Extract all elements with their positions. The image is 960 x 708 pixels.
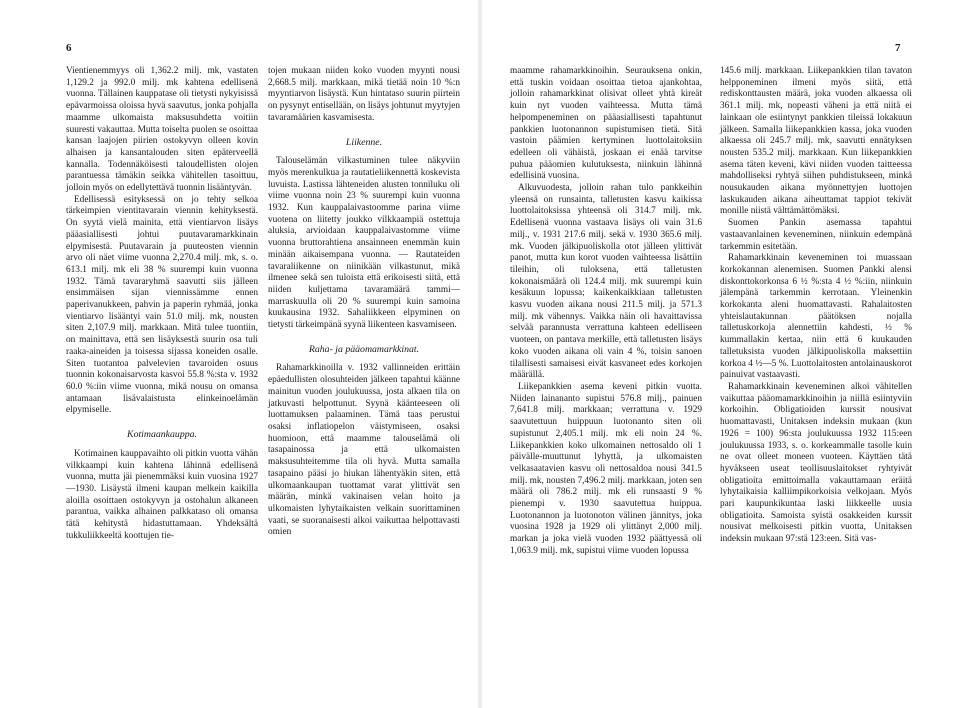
paragraph: Rahamarkkinain keveneminen alkoi vähitellen vaikuttaa pääomamarkkinoihin ja niillä esiintyviin korkoihin. Obligatioiden kurssit nousivat huomattavasti, Unitaksen indeksin mukaan (kun 1926 = 100) 96:sta joulukuussa 1932 115:een joulukuussa 1933, s. o. korkeammalle tasolle kuin ne ovat olleet moneen vuoteen. Käyttäen tätä hyväkseen useat teollisuuslaitokset ryhtyivät obligatioita emittoimalla vakauttamaan eräitä lyhytaikaisia kalliimpikorkoisia velkojaan. Myös pari kaupunkikuntaa laski liikkeelle uusia obligatioita. Samoista syistä osakkeiden kurssit nousivat melkoisesti pitkin vuotta, Unitaksen indeksin mukaan 97:stä 123:een. Sitä vas- <box>720 381 912 545</box>
text-column-3 <box>510 66 702 558</box>
section-heading: Kotimaankauppa. <box>127 429 197 441</box>
paragraph: Alkuvuodesta, jolloin rahan tulo pankkeihin yleensä on runsainta, talletusten kasvu kaikissa luottolaitoksissa yhteensä oli 314.7 milj. mk. Edellisenä vuonna vastaava lisäys oli vain 31.6 milj., v. 1931 217.6 milj. sekä v. 1930 365.6 milj. mk. Vuoden jälkipuoliskolla otot jälleen ylittivät panot, mutta kun korot vuoden vaihteessa lisättiin tileihin, oli tuloksena, että talletusten kokonaismäärä oli 124.4 milj. mk suurempi kuin kesäkuun lopussa; kaikenkaikkiaan talletusten kasvu vuoden aikana nousi 211.5 milj. ja 571.3 milj. mk vähennys. Vaikka näin oli havaittavissa selvää parannusta verrattuna kahteen edelliseen vuoteen, on pantava merkille, että talletusten lisäys koko vuoden aikana oli vain 4 %, toisin sanoen tilallisesti samaisesi eivät kasvaneet edes korkojen määrällä. <box>510 183 702 381</box>
text-column-2 <box>268 66 460 539</box>
section-heading: Raha- ja pääomamarkkinat. <box>308 343 420 355</box>
paragraph: maamme rahamarkkinoihin. Seurauksena onkin, että tuskin voidaan osoittaa tietoa ajankohtaa, jolloin rahamarkkinat olisivat olleet yhtä kireät kuin nyt vuoden vaihteessa. Mutta tämä helpompeneminen on pääasiallisesti tapahtunut pankkien luotonannon supistumisen tietä. Sitä vastoin päämien kertyminen luottolaitoksiin edelleen oli vähäistä, joskaan ei enää tarvitse puhua pääomien kulutuksesta, niinkuin lähinnä edellisinä vuosina. <box>510 66 702 182</box>
paragraph: Rahamarkkinoilla v. 1932 vallinneiden erittäin epäedullisten olosuhteiden jälkeen tapahtui käänne mainitun vuoden joulukuussa, josta alkaen tila on jatkuvasti helpottunut. Syynä käänteeseen oli luottamuksen palaaminen. Tämä taas perustui osaksi inflatiopelon väistymiseen, osaksi huomioon, että maamme talouselämä oli tasapainossa ja että ulkomaisten maksusuhteitemme tila oli hyvä. Mutta samalla tasapaino pääsi jo hiukan lähentyäkin siten, että ulkomaankaupan tuottamat varat ylittivät sen määrän, minkä vakinaisen velan hoito ja ulkomaisten lyhytaikaisten velkain suorittaminen vaati, se suoranaisesti alkoi vaikuttaa helpottavasti omien <box>268 363 460 538</box>
paragraph: Talouselämän vilkastuminen tulee näkyviin myös merenkulkua ja rautatieliikennettä koskevista luvuista. Lastissa lähteneiden alusten tonniluku oli viime vuonna noin 23 % suurempi kuin vuonna 1932. Kun kauppalaivastoomme parina viime vuotena on liitetty joukko vilkkaampiä ostettuja aluksia, arvioidaan kauppalaivastomme viime vuonna bruttorahtiena ansainneen enemmän kuin minään aikaisempana vuonna. — Rautateiden tavaraliikenne on niinikään vilkastunut, mikä ilmenee sekä sen tuloista että erikoisesti siitä, että niiden kuljettama tavaramäärä tammi—marraskuulla oli 20 % suurempi kuin samoina kuukausina 1932. Sahaliikkeen elpyminen on tietysti tärkeimpänä syynä liikenteen kasvamiseen. <box>268 156 460 331</box>
paragraph: Liikepankkien asema keveni pitkin vuotta. Niiden lainananto supistui 576.8 milj., painuen 7,641.8 milj. markkaan; verrattuna v. 1929 saavutettuun huippuun luotonanto siten oli supistunut 2,405.1 milj. mk eli noin 24 %. Liikepankkien koko ulkomainen nettosaldo oli 1 päivälle-muuttunut lyhyttä, ja ulkomaisten velkasaatavien kasvu oli nettosaldoa nousi 341.5 milj. mk, nousten 7,496.2 milj. markkaan, joten sen määrä oli 786.2 milj. mk eli runsaasti 9 % pienempi v. 1930 saavutettua huippua. Luotonannon ja luotonoton välinen jännitys, joka vuosina 1928 ja 1929 oli ylittänyt 2,000 milj. markan ja joka vielä vuoden 1932 päättyessä oli 1,063.9 milj. mk, supistui viime vuoden lopussa <box>510 381 702 556</box>
page-number-left: 6 <box>66 42 72 54</box>
paragraph: tojen mukaan niiden koko vuoden myynti nousi 2,668.5 milj. markkaan, mikä tietää noin 10 %:n myyntiarvon lisäystä. Kun hintataso suurin piirtein on pysynyt entisellään, on lisäys johtunut myytyjen tavaramäärien kasvamisesta. <box>268 66 460 123</box>
paragraph: Rahamarkkinain keveneminen toi muassaan korkokannan alenemisen. Suomen Pankki alensi diskonttokorkonsa 6 ½ %:sta 4 ½ %:iin, niinkuin jälempänä tarkemmin kerrotaan. Yleinenkin korkokanta aleni huomattavasti. Rahalaitosten yhteislautakunnan päätöksen nojalla talletuskorkoja alennettiin kahdesti, ½ % kummallakin kertaa, niin että 6 kuukauden talletuksista vuoden jälkipuoliskolla maksettiin korkoa 4 ½—5 %. Luottolaitosten antolainauskorot painuivat vastaavasti. <box>720 253 912 381</box>
paragraph: Vientienemmyys oli 1,362.2 milj. mk, vastaten 1,129.2 ja 992.0 milj. mk kahtena edellisenä vuonna. Tällainen kauppatase oli tietysti nykyisissä epävarmoissa oloissa hyvä saavutus, jonka pohjalla maamme ulkomaista maksusuhdetta voitiin suuresti vakauttaa. Mutta toiselta puolen se osoittaa kansan laajojen piirien ostokyvyn olleen kovin alhaisen ja kansantalouden siten epäterveellä kannalla. Todennäköisesti taloudellisten olojen parantuessa tämäkin seikka vähitellen tasoittuu, jolloin myös on edellytettävä tuonnin lisääntyvän. <box>66 66 258 194</box>
text-column-1 <box>66 66 258 542</box>
paragraph: Kotimainen kauppavaihto oli pitkin vuotta vähän vilkkaampi kuin kahtena lähinnä edellisenä vuonna, mutta jäi pienemmäksi kuin vuosina 1927—1930. Lisäystä ilmeni kaupan melkein kaikilla aloilla osoittaen ostokyvyn ja ostohalun alkaneen parantua, vaikka alhainen palkkataso oli omansa tätä kehitystä hidastuttamaan. Yhdeksältä tukkuliikkeeltä koottujen tie- <box>66 448 258 541</box>
page-number-right: 7 <box>895 42 901 54</box>
section-heading: Liikenne. <box>345 136 383 148</box>
paragraph: Edellisessä esityksessä on jo tehty selkoa tärkeimpien vientitavarain viennin kehityksestä. On syytä vielä mainita, että vientiarvon lisäys pääasiallisesti johtui puutavaramarkkinain elpymisestä. Puutavarain ja puuteosten viennin arvo oli näet viime vuonna 2,270.4 milj. mk, s. o. 613.1 milj. mk eli 38 % suurempi kuin vuonna 1932. Tämä tavararyhmä saavutti siis jälleen ensimmäisen sijan viennissämme ennen paperivanukkeen, pahvin ja paperin ryhmää, jonka vientiarvo lisääntyi vain 51.0 milj. mk, nousten siten 2,107.9 milj. markkaan. Mitä tulee tuontiin, on mainittava, että sen lisäyksestä suurin osa tuli raaka-aineiden ja toisessa sijassa koneiden osalle. Siten tuotantoa palvelevien tavaroiden osuus tuonnin kokonaisarvosta kasvoi 55.8 %:sta v. 1932 60.0 %:iin viime vuonna, mikä nousu on omansa antamaan lisävalaistusta elinkeinoelämän elpymiselle. <box>66 194 258 416</box>
paragraph: Suomen Pankin asemassa tapahtui vastaavanlainen keveneminen, niinkuin edempänä tarkemmin esitetään. <box>720 218 912 252</box>
paragraph: 145.6 milj. markkaan. Liikepankkien tilan tavaton helpponeminen ilmeni myös siitä, että rediskonttausten määrä, joka vuoden alkaessa oli 361.1 milj. mk, nopeasti väheni ja että niitä ei lainkaan ole esiintynyt pankkien tileissä lokakuun jälkeen. Samalla liikepankkien kassa, joka vuoden alkaessa oli 245.7 milj. mk, saavutti ennätyksen nousten 535.2 milj. markkaan. Kun liikepankkien asema täten keveni, kävi niiden vuoden taitteessa mahdolliseksi ryhtyä siihen puhdistukseen, minkä nousukauden aikana myönnettyjen luottojen laskukauden aikana aiheuttamat tappiot tekivät monille niistä välttämättömäksi. <box>720 66 912 217</box>
text-column-4 <box>720 66 912 546</box>
